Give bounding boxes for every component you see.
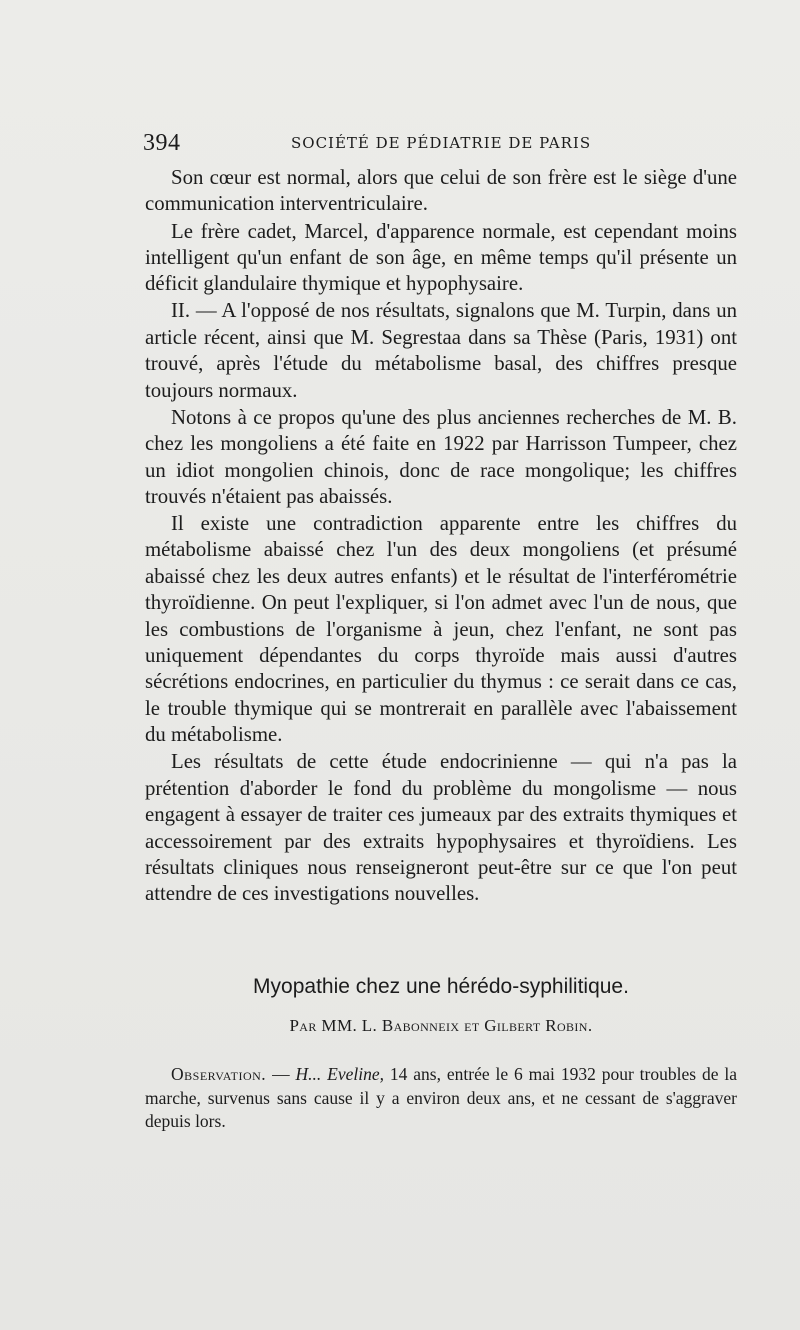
page-header: [143, 128, 743, 158]
paragraph: Il existe une contradiction apparente entre les chiffres du métabolisme abaissé chez l'un des deux mongoliens (et présumé abaissé chez les deux autres enfants) et le résultat de l'interférométrie thyroïdienne. On peut l'expliquer, si l'on admet avec l'un de nous, que les combustions de l'organisme à jeun, chez l'enfant, ne sont pas uniquement dépendantes du corps thyroïde mais aussi d'autres sécrétions endocrines, en particulier du thymus : ce serait dans ce cas, le trouble thymique qui se montrerait en parallèle avec l'abaissement du métabolisme.: [145, 512, 737, 747]
paragraph: Son cœur est normal, alors que celui de son frère est le siège d'une communication interventriculaire.: [145, 166, 737, 216]
patient-name: H... Eveline,: [295, 1064, 384, 1084]
main-body-text: [145, 165, 737, 908]
article-title: Myopathie chez une hérédo-syphilitique.: [253, 975, 629, 998]
observation-separator: —: [266, 1064, 296, 1084]
paragraph: Le frère cadet, Marcel, d'apparence normale, est cependant moins intelligent qu'un enfant de son âge, en même temps qu'il présente un déficit glandulaire thymique et hypophysaire.: [145, 219, 737, 296]
running-title: SOCIÉTÉ DE PÉDIATRIE DE PARIS: [291, 134, 592, 152]
paragraph: Les résultats de cette étude endocrinienne — qui n'a pas la prétention d'aborder le fond du problème du mongolisme — nous engagent à essayer de traiter ces jumeaux par des extraits thymiques et accessoirement par des extraits hypophysaires et thyroïdiens. Les résultats cliniques nous renseigneront peut-être sur ce que l'on peut attendre de ces investigations nouvelles.: [145, 750, 737, 906]
paragraph: II. — A l'opposé de nos résultats, signalons que M. Turpin, dans un article récent, ainsi que M. Segrestaa dans sa Thèse (Paris, 1931) ont trouvé, après l'étude du métabolisme basal, des chiffres presque toujours normaux.: [145, 299, 737, 402]
observation-paragraph: [145, 1063, 737, 1134]
observation-label: Observation.: [171, 1064, 267, 1084]
observation-section: [145, 1063, 737, 1134]
page-number: 394: [143, 130, 181, 156]
paragraph: Notons à ce propos qu'une des plus anciennes recherches de M. B. chez les mongoliens a été faite en 1922 par Harrisson Tumpeer, chez un idiot mongolien chinois, donc de race mongolique; les chiffres trouvés n'étaient pas abaissés.: [145, 405, 737, 508]
article-authors: Par MM. L. Babonneix et Gilbert Robin.: [289, 1016, 593, 1035]
observation-text: 14 ans, entrée le 6 mai 1932 pour troubles de la marche, survenus sans cause il y a environ deux ans, et ne cessant de s'aggraver depuis lors.: [145, 1064, 737, 1131]
